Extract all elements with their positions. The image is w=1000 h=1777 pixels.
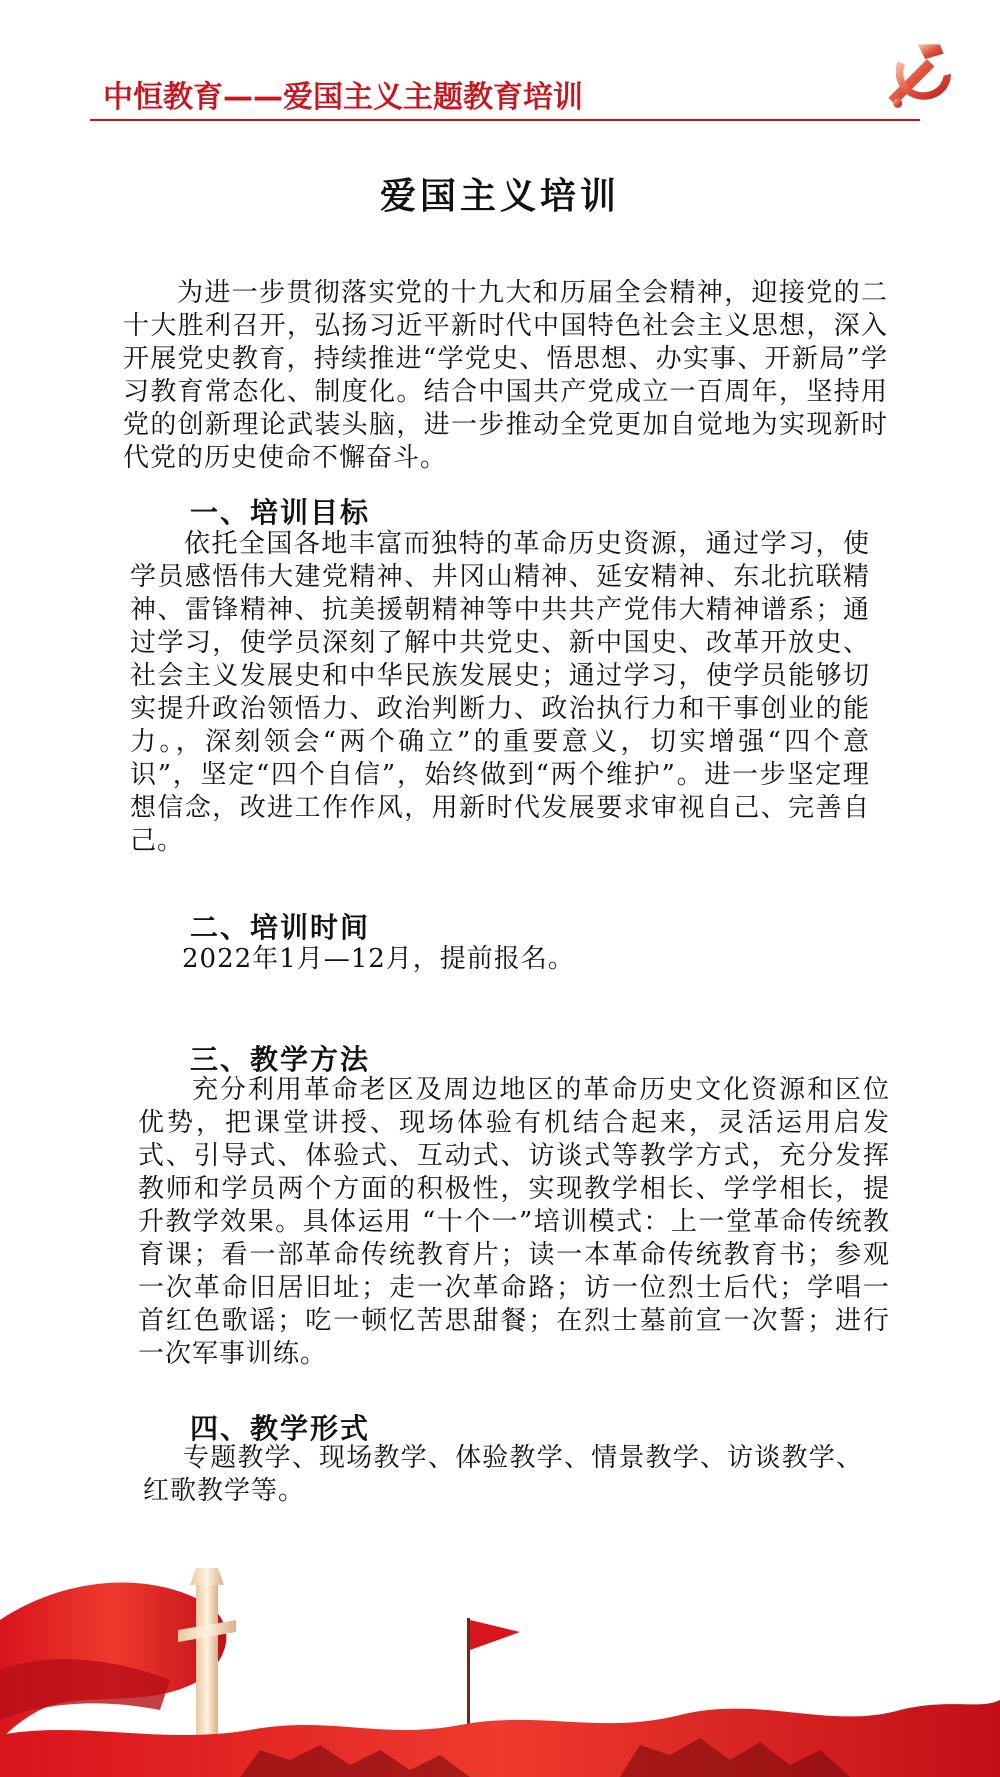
section-body-training-goals: 依托全国各地丰富而独特的革命历史资源，通过学习，使学员感悟伟大建党精神、井冈山精神、延安精神、东北抗联精神、雷锋精神、抗美援朝精神等中共共产党伟大精神谱系；通过学习，使学员深刻了解中共党史、新中国史、改革开放史、社会主义发展史和中华民族发展史；通过学习，使学员能够切实提升政治领悟力、政治判断力、政治执行力和干事创业的能力。，深刻领会“两个确立”的重要意义，切实增强“四个意识”，坚定“四个自信”，始终做到“两个维护”。进一步坚定理想信念，改进工作作风，用新时代发展要求审视自己、完善自己。 xyxy=(130,529,870,856)
section-body-teaching-methods: 充分利用革命老区及周边地区的革命历史文化资源和区位优势，把课堂讲授、现场体验有机结合起来，灵活运用启发式、引导式、体验式、互动式、访谈式等教学方式，充分发挥教师和学员两个方面的积极性，实现教学相长、学学相长，提升教学效果。具体运用 “十个一”培训模式：上一堂革命传统教育课；看一部革命传统教育片；读一本革命传统教育书；参观一次革命旧居旧址；走一次革命路；访一位烈士后代；学唱一首红色歌谣；吃一顿忆苦思甜餐；在烈士墓前宣一次誓；进行一次军事训练。 xyxy=(138,1075,890,1369)
red-flag-banner-decoration xyxy=(0,1560,1000,1777)
section-body-training-time: 2022年1月—12月，提前报名。 xyxy=(182,944,575,974)
section-heading-teaching-methods: 三、教学方法 xyxy=(190,1043,371,1076)
party-emblem-icon xyxy=(870,26,962,118)
section-heading-teaching-forms: 四、教学形式 xyxy=(190,1412,371,1445)
section-body-teaching-forms: 专题教学、现场教学、体验教学、情景教学、访谈教学、红歌教学等。 xyxy=(143,1443,863,1506)
header-title: 中恒教育——爱国主义主题教育培训 xyxy=(103,80,583,115)
document-title: 爱国主义培训 xyxy=(379,175,620,217)
section-heading-training-time: 二、培训时间 xyxy=(190,911,371,944)
header-divider xyxy=(90,119,920,121)
intro-paragraph: 为进一步贯彻落实党的十九大和历届全会精神，迎接党的二十大胜利召开，弘扬习近平新时代中国特色社会主义思想，深入开展党史教育，持续推进“学党史、悟思想、办实事、开新局”学习教育常态化、制度化。结合中国共产党成立一百周年，坚持用党的创新理论武装头脑，进一步推动全党更加自觉地为实现新时代党的历史使命不懈奋斗。 xyxy=(123,278,888,473)
section-heading-training-goals: 一、培训目标 xyxy=(190,496,371,529)
